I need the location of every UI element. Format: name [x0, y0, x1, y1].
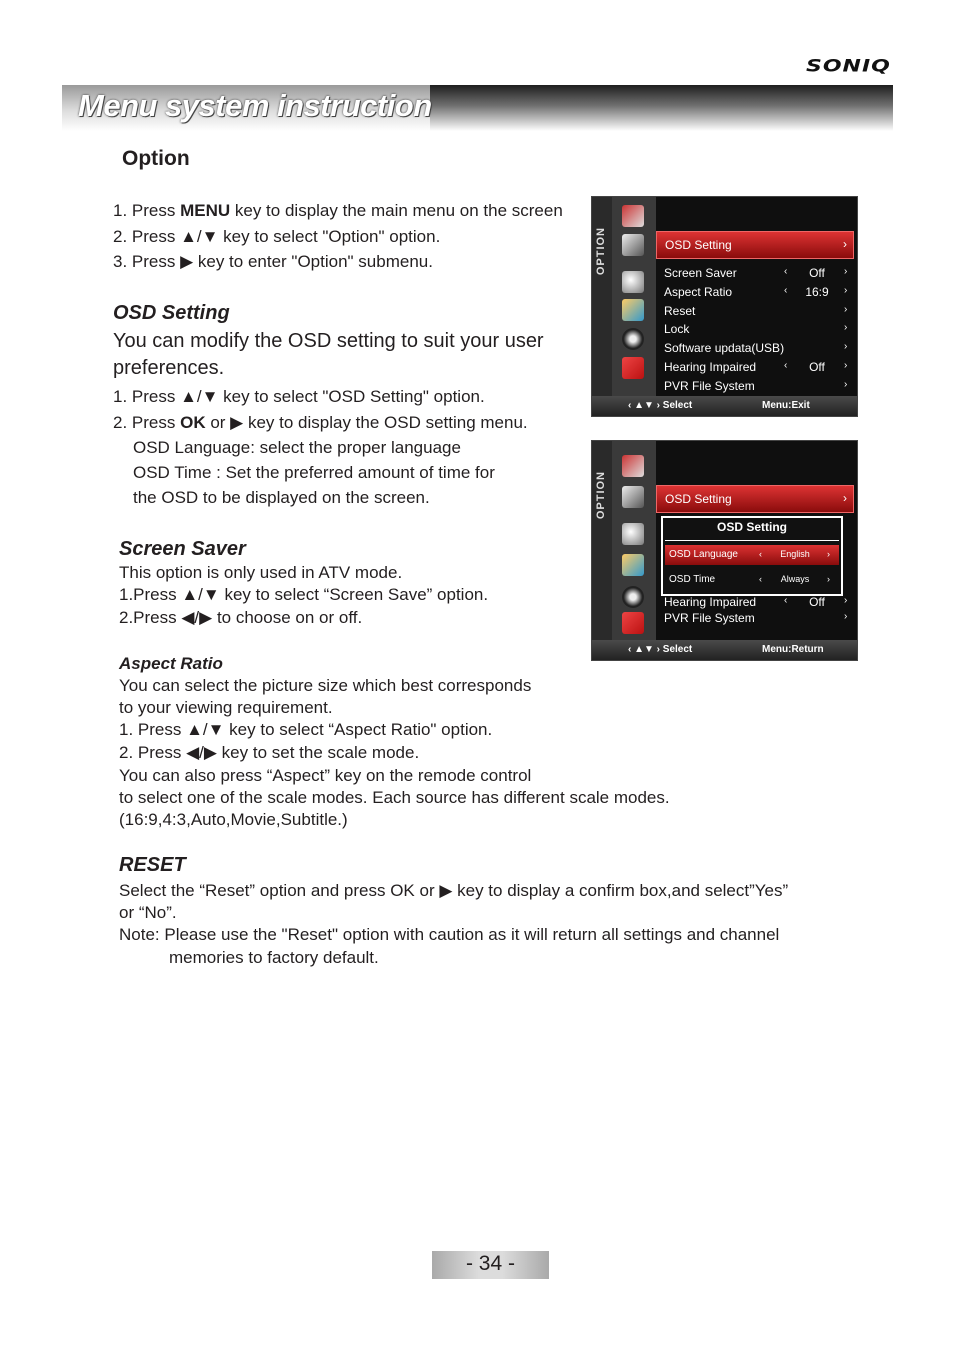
- search-icon: [622, 271, 644, 293]
- osd-footer: ‹ ▲▼ › Select Menu:Exit: [592, 396, 857, 416]
- osd-row: Lock ›: [664, 322, 848, 336]
- reset-heading: RESET: [119, 854, 186, 876]
- osd-icon-column: [612, 197, 656, 396]
- osd-language-desc: OSD Language: select the proper language: [133, 438, 461, 457]
- osd-side-label: OPTION: [595, 227, 607, 276]
- lock-icon: [622, 612, 644, 634]
- settings-icon: [622, 455, 644, 477]
- screen-saver-line-2: 1.Press ▲/▼ key to select “Screen Save” option.: [119, 585, 489, 604]
- brand-logo: SONIQ: [806, 57, 891, 76]
- osd-highlight-row: OSD Setting ›: [656, 231, 854, 259]
- osd-screenshot-option-menu: [591, 196, 858, 417]
- settings-icon: [622, 205, 644, 227]
- aspect-ratio-line-3: 1. Press ▲/▼ key to select “Aspect Ratio" option.: [119, 720, 493, 739]
- osd-footer: ‹ ▲▼ › Select Menu:Return: [592, 640, 857, 660]
- osd-row: Screen Saver ‹ Off ›: [664, 266, 848, 280]
- signal-icon: [622, 486, 644, 508]
- screen-saver-heading: Screen Saver: [119, 538, 246, 560]
- osd-time-desc-2: the OSD to be displayed on the screen.: [133, 488, 430, 507]
- osd-setting-desc-2: preferences.: [113, 357, 225, 379]
- osd-icon-column: [612, 441, 656, 640]
- osd-side-bar: [592, 197, 612, 396]
- aspect-ratio-line-7: (16:9,4:3,Auto,Movie,Subtitle.): [119, 810, 348, 829]
- osd-setting-step-1: 1. Press ▲/▼ key to select "OSD Setting" option.: [113, 387, 485, 406]
- osd-row: PVR File System ›: [664, 611, 848, 625]
- osd-setting-step-2: 2. Press OK or ▶ key to display the OSD setting menu.: [113, 413, 528, 432]
- page-title: Menu system instruction: [78, 88, 432, 123]
- picture-icon: [622, 554, 644, 576]
- reset-note-1: Note: Please use the "Reset" option with caution as it will return all settings and channel: [119, 925, 780, 944]
- osd-row: PVR File System ›: [664, 379, 848, 393]
- signal-icon: [622, 234, 644, 256]
- intro-step-2: 2. Press ▲/▼ key to select "Option" option.: [113, 227, 441, 246]
- page-number: - 34 -: [432, 1251, 549, 1279]
- aspect-ratio-line-1: You can select the picture size which best corresponds: [119, 676, 532, 695]
- osd-row: Hearing Impaired ‹ Off ›: [664, 595, 848, 609]
- osd-screenshot-osd-setting: [591, 440, 858, 661]
- osd-row: Reset ›: [664, 304, 848, 318]
- osd-time-desc-1: OSD Time : Set the preferred amount of time for: [133, 463, 495, 482]
- reset-note-2: memories to factory default.: [169, 948, 379, 967]
- aspect-ratio-line-4: 2. Press ◀/▶ key to set the scale mode.: [119, 743, 420, 762]
- sound-icon: [622, 328, 644, 350]
- section-heading: Option: [122, 147, 190, 170]
- screen-saver-line-3: 2.Press ◀/▶ to choose on or off.: [119, 608, 363, 627]
- osd-setting-desc-1: You can modify the OSD setting to suit your user: [113, 330, 544, 352]
- reset-line-1: Select the “Reset” option and press OK or ▶ key to display a confirm box,and select”Yes”: [119, 881, 789, 900]
- lock-icon: [622, 357, 644, 379]
- intro-step-3: 3. Press ▶ key to enter "Option" submenu.: [113, 252, 433, 271]
- osd-side-bar: [592, 441, 612, 640]
- aspect-ratio-line-5: You can also press “Aspect” key on the remode control: [119, 766, 532, 785]
- osd-row: Software updata(USB) ›: [664, 341, 848, 355]
- aspect-ratio-heading: Aspect Ratio: [119, 654, 223, 673]
- aspect-ratio-line-6: to select one of the scale modes. Each source has different scale modes.: [119, 788, 670, 807]
- aspect-ratio-line-2: to your viewing requirement.: [119, 698, 333, 717]
- search-icon: [622, 523, 644, 545]
- reset-line-2: or “No”.: [119, 903, 177, 922]
- popup-title: OSD Setting: [716, 520, 787, 534]
- intro-step-1: 1. Press MENU key to display the main menu on the screen: [113, 201, 563, 220]
- osd-highlight-row: OSD Setting ›: [656, 485, 854, 513]
- picture-icon: [622, 299, 644, 321]
- osd-row: Hearing Impaired ‹ Off ›: [664, 360, 848, 374]
- osd-setting-popup: [661, 516, 843, 596]
- popup-row: OSD Time ‹ Always ›: [669, 574, 830, 585]
- osd-row: Aspect Ratio ‹ 16:9 ›: [664, 285, 848, 299]
- sound-icon: [622, 586, 644, 608]
- osd-side-label: OPTION: [595, 471, 607, 520]
- popup-row: OSD Language ‹ English ›: [669, 549, 830, 560]
- osd-setting-heading: OSD Setting: [113, 302, 230, 324]
- screen-saver-line-1: This option is only used in ATV mode.: [119, 563, 403, 582]
